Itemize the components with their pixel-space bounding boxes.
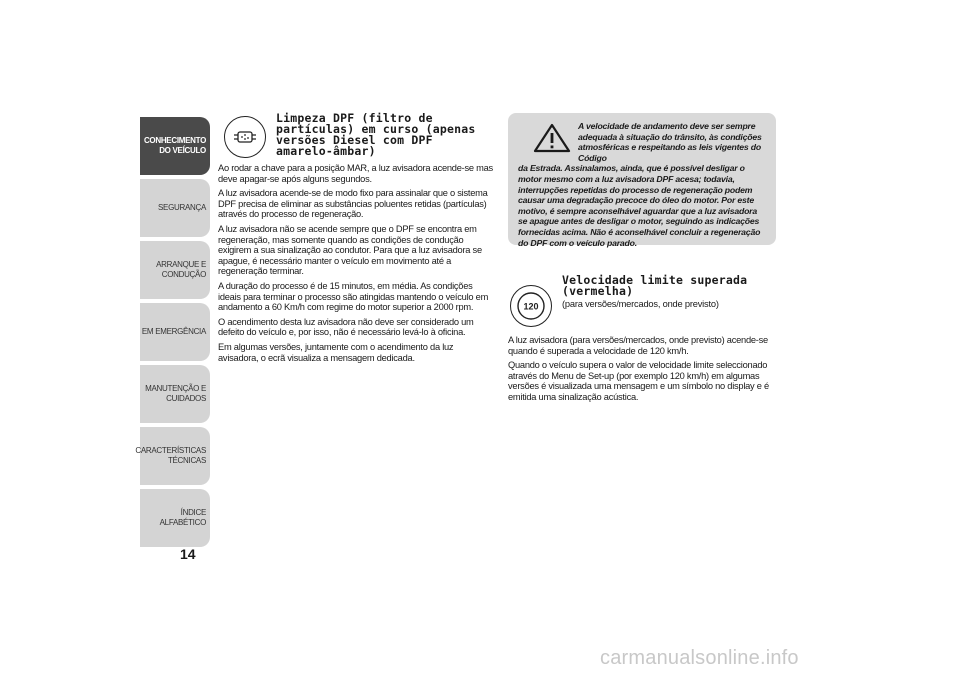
tab-manutencao-e-cuidados[interactable]: MANUTENÇÃO E CUIDADOS xyxy=(140,365,210,423)
tab-seguranca[interactable]: SEGURANÇA xyxy=(140,179,210,237)
speed-limit-icon xyxy=(510,285,552,327)
speed-limit-value: 120 xyxy=(523,301,539,312)
speed-paragraph: A luz avisadora (para versões/mercados, onde previsto) acende-se quando é superada a velocidade de 120 km/h. xyxy=(508,335,768,356)
warning-text: da Estrada. Assinalamos, ainda, que é possível desligar o motor mesmo com a luz avisadora DPF acesa; todavia, interrupções repetidas do processo de regeneração podem causar uma degradação precoce do óleo do motor. Por este motivo, é sempre aconselhável aguardar que a luz avisadora se apague antes de desligar o motor, seguindo as indicações fornecidas acima. Não é aconselhável concluir a regeneração do DPF com o veículo parado. xyxy=(518,163,761,248)
tab-caracteristicas-tecnicas[interactable]: CARACTERÍSTICAS TÉCNICAS xyxy=(140,427,210,485)
dpf-paragraph: Em algumas versões, juntamente com o acendimento da luz avisadora, o ecrã visualiza a mensagem dedicada. xyxy=(218,341,454,363)
dpf-paragraph: A luz avisadora não se acende sempre que o DPF se encontra em regeneração, mas somente quando as condições de condução exigirem a sua sinalização ao condutor. Para que a luz avisadora se apague, é necessário manter o veículo em movimento até a regeneração terminar. xyxy=(218,223,482,277)
right-column xyxy=(508,113,776,407)
tab-em-emergencia[interactable]: EM EMERGÊNCIA xyxy=(140,303,210,361)
speed-heading: Velocidade limite superada (vermelha) xyxy=(562,273,748,298)
dpf-paragraph: Ao rodar a chave para a posição MAR, a luz avisadora acende-se mas deve apagar-se após alguns segundos. xyxy=(218,163,493,184)
tab-indice-alfabetico[interactable]: ÍNDICE ALFABÉTICO xyxy=(140,489,210,547)
dpf-paragraph: A luz avisadora acende-se de modo fixo para assinalar que o sistema DPF precisa de eliminar as substâncias poluentes retidas (partículas) através do processo de regeneração. xyxy=(218,188,488,220)
watermark: carmanualsonline.info xyxy=(600,647,799,669)
tab-arranque-e-conducao[interactable]: ARRANQUE E CONDUÇÃO xyxy=(140,241,210,299)
dpf-paragraph: O acendimento desta luz avisadora não deve ser considerado um defeito do veículo e, por isso, não é necessário levá-lo à oficina. xyxy=(218,316,474,338)
dpf-section xyxy=(218,113,493,367)
speed-section xyxy=(508,275,776,403)
dpf-filter-icon xyxy=(224,116,266,158)
tab-conhecimento-do-veiculo[interactable]: CONHECIMENTO DO VEÍCULO xyxy=(140,117,210,175)
dpf-heading: Limpeza DPF (filtro de partículas) em curso (apenas versões Diesel com DPF amarelo-âmbar) xyxy=(276,111,476,158)
speed-subtitle: (para versões/mercados, onde previsto) xyxy=(562,299,719,309)
warning-box xyxy=(508,113,776,248)
dpf-paragraph: A duração do processo é de 15 minutos, em média. As condições ideais para terminar o processo são atingidas mantendo o veículo em andamento a 60 Km/h com regime do motor superior a 2000 rpm. xyxy=(218,280,489,313)
warning-lead: A velocidade de andamento deve ser sempre adequada à situação do trânsito, às condições atmosféricas e respeitando as leis vigentes do Código xyxy=(578,121,762,163)
warning-triangle-icon xyxy=(532,123,572,153)
page-number: 14 xyxy=(180,546,196,562)
speed-paragraph: Quando o veículo supera o valor de velocidade limite seleccionado através do Menu de Set-up (por exemplo 120 km/h) em algumas versões é visualizada uma mensagem e um símbolo no display e é emitida uma sinalização acústica. xyxy=(508,360,769,402)
